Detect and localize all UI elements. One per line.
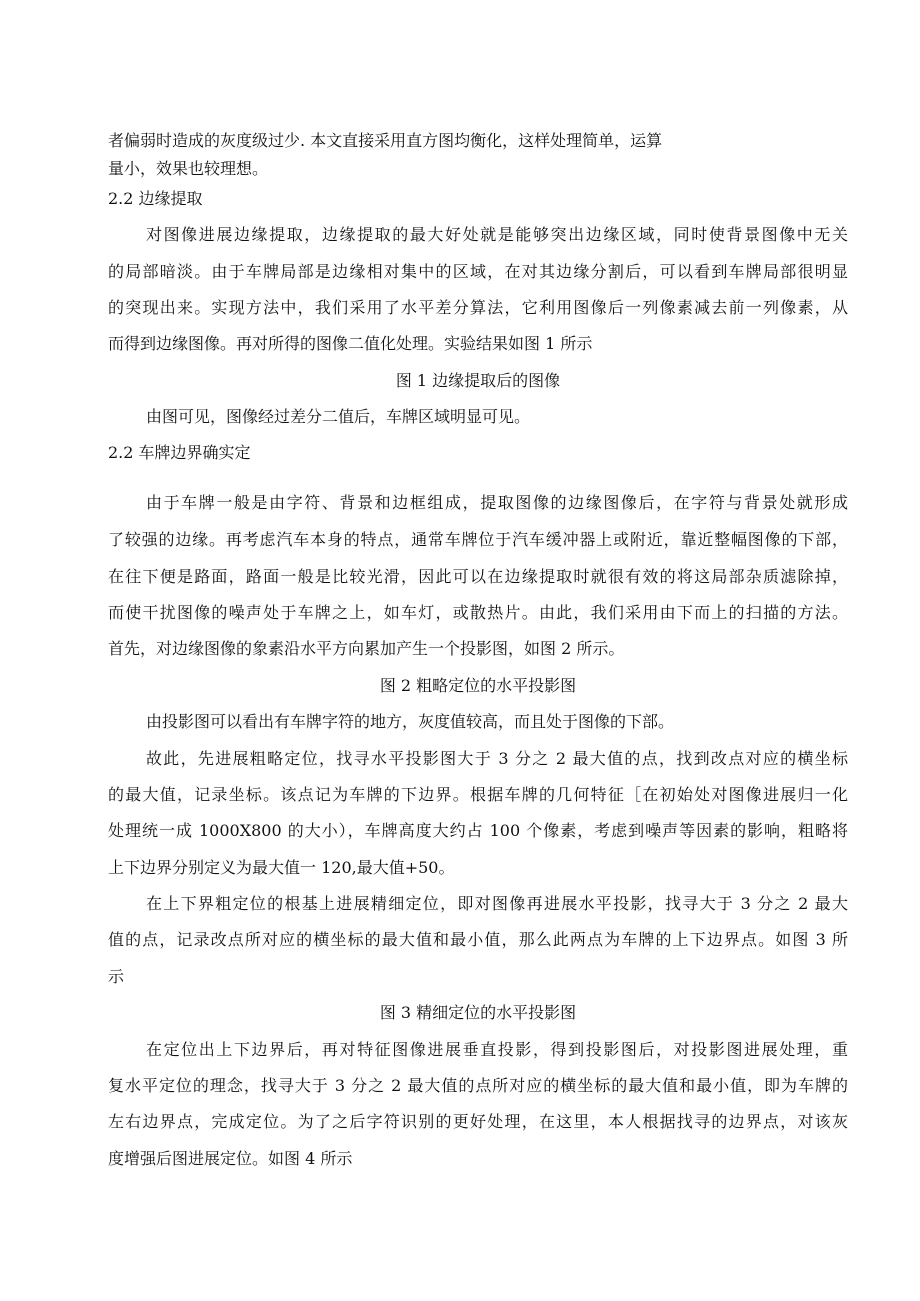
text-line: 处理统一成 1000X800 的大小），车牌高度大约占 100 个像素，考虑到噪声等因素的影响，粗略将	[108, 821, 848, 840]
text-line: 而使干扰图像的噪声处于车牌之上，如车灯，或散热片。由此，我们采用由下而上的扫描的方法。	[108, 603, 848, 622]
text-line: 在上下界粗定位的根基上进展精细定位，即对图像再进展水平投影，找寻大于 3 分之 2 最大	[146, 894, 848, 913]
text-line: 在往下便是路面，路面一般是比较光滑，因此可以在边缘提取时就很有效的将这局部杂质滤除掉，	[108, 567, 848, 586]
text-line: 值的点，记录改点所对应的横坐标的最大值和最小值，那么此两点为车牌的上下边界点。如图 3 所	[108, 930, 848, 949]
text-line: 度增强后图进展定位。如图 4 所示	[108, 1149, 353, 1168]
text-line: 上下边界分别定义为最大值一 120,最大值+50。	[108, 858, 455, 877]
text-line: 对图像进展边缘提取，边缘提取的最大好处就是能够突出边缘区域，同时使背景图像中无关	[146, 225, 848, 244]
text-line: 的最大值，记录坐标。该点记为车牌的下边界。根据车牌的几何特征［在初始处对图像进展归一化	[108, 785, 848, 804]
text-line: 的突现出来。实现方法中，我们采用了水平差分算法，它利用图像后一列像素减去前一列像素，从	[108, 298, 848, 317]
section-heading: 2.2 车牌边界确实定	[108, 443, 251, 462]
text-line: 故此，先进展粗略定位，找寻水平投影图大于 3 分之 2 最大值的点，找到改点对应的横坐标	[146, 749, 848, 768]
text-line: 的局部暗淡。由于车牌局部是边缘相对集中的区域，在对其边缘分割后，可以看到车牌局部很明显	[108, 262, 848, 281]
text-line: 在定位出上下边界后，再对特征图像进展垂直投影，得到投影图后，对投影图进展处理，重	[146, 1040, 848, 1059]
figure-caption: 图 1 边缘提取后的图像	[395, 371, 561, 390]
text-line: 左右边界点，完成定位。为了之后字符识别的更好处理，在这里，本人根据找寻的边界点，对该灰	[108, 1112, 848, 1131]
text-line: 量小，效果也较理想。	[108, 159, 269, 178]
figure-caption: 图 3 精细定位的水平投影图	[379, 1003, 577, 1022]
text-line: 由于车牌一般是由字符、背景和边框组成，提取图像的边缘图像后，在字符与背景处就形成	[146, 493, 848, 512]
text-line: 首先，对边缘图像的象素沿水平方向累加产生一个投影图，如图 2 所示。	[108, 639, 625, 658]
text-line: 者偏弱时造成的灰度级过少. 本文直接采用直方图均衡化，这样处理简单，运算	[108, 131, 663, 150]
text-line: 由投影图可以看出有车牌字符的地方，灰度值较高，而且处于图像的下部。	[146, 712, 675, 731]
text-line: 而得到边缘图像。再对所得的图像二值化处理。实验结果如图 1 所示	[108, 334, 593, 353]
figure-caption: 图 2 粗略定位的水平投影图	[379, 676, 577, 695]
text-line: 示	[108, 967, 125, 986]
text-line: 了较强的边缘。再考虑汽车本身的特点，通常车牌位于汽车缓冲器上或附近，靠近整幅图像的下部，	[108, 530, 848, 549]
text-line: 由图可见，图像经过差分二值后，车牌区域明显可见。	[146, 407, 531, 426]
text-line: 复水平定位的理念，找寻大于 3 分之 2 最大值的点所对应的横坐标的最大值和最小值，即为车牌的	[108, 1076, 848, 1095]
section-heading: 2.2 边缘提取	[108, 189, 203, 208]
